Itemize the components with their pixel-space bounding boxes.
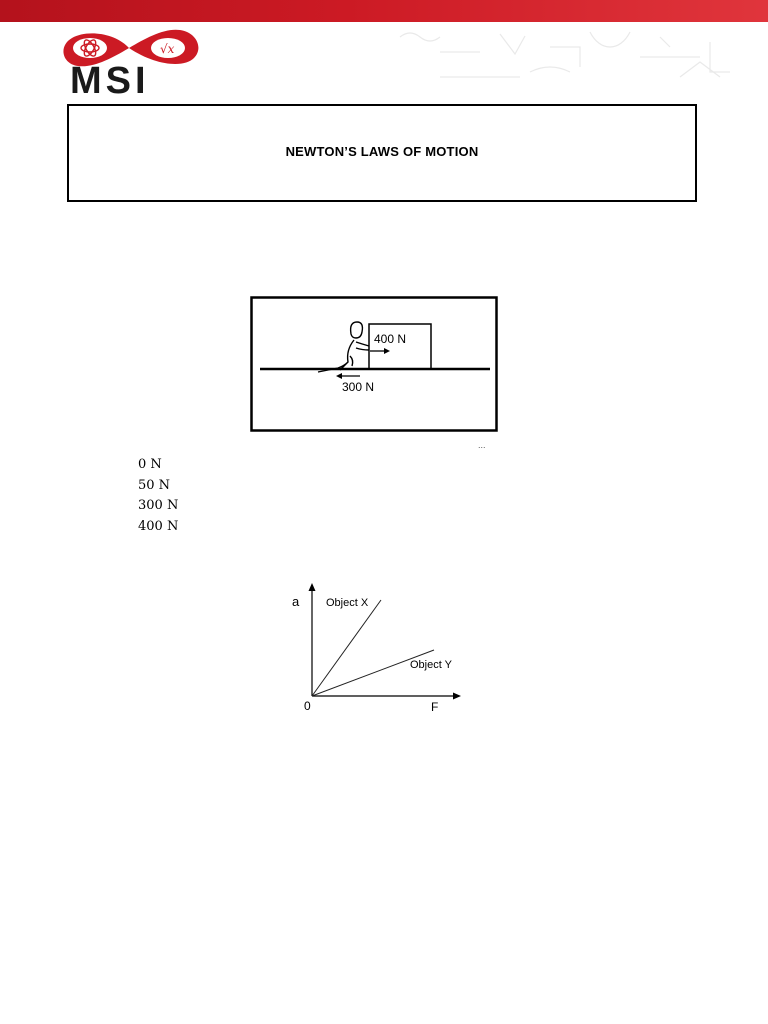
applied-force-label: 400 N [374, 332, 407, 346]
x-axis-arrow [453, 693, 461, 700]
option-item: 50 N [138, 477, 171, 493]
friction-force-label: 300 N [342, 380, 375, 394]
option-item: 400 N [138, 518, 179, 534]
push-box-diagram [250, 296, 498, 434]
object-y-line [312, 650, 434, 696]
acceleration-force-graph [284, 578, 474, 718]
title-box [67, 104, 697, 202]
ellipsis-mark: ... [478, 440, 486, 450]
option-item: 0 N [138, 457, 162, 472]
option-item: 300 N [138, 498, 179, 513]
logo-mark-text: √x [160, 42, 175, 56]
answer-options [138, 455, 178, 537]
object-x-line [312, 600, 381, 696]
y-axis-arrow [309, 583, 316, 591]
logo-text: MSI [70, 60, 150, 102]
origin-label: 0 [304, 699, 311, 713]
header-band [0, 0, 768, 22]
background-formula-decoration [380, 22, 768, 92]
object-x-label: Object X [326, 597, 369, 609]
push-box-figure [250, 296, 498, 434]
y-axis-label: a [292, 594, 300, 609]
graph-axes [284, 578, 474, 718]
x-axis-label: F [431, 700, 439, 714]
object-y-label: Object Y [410, 659, 452, 671]
page-title: NEWTON’S LAWS OF MOTION [285, 144, 479, 159]
